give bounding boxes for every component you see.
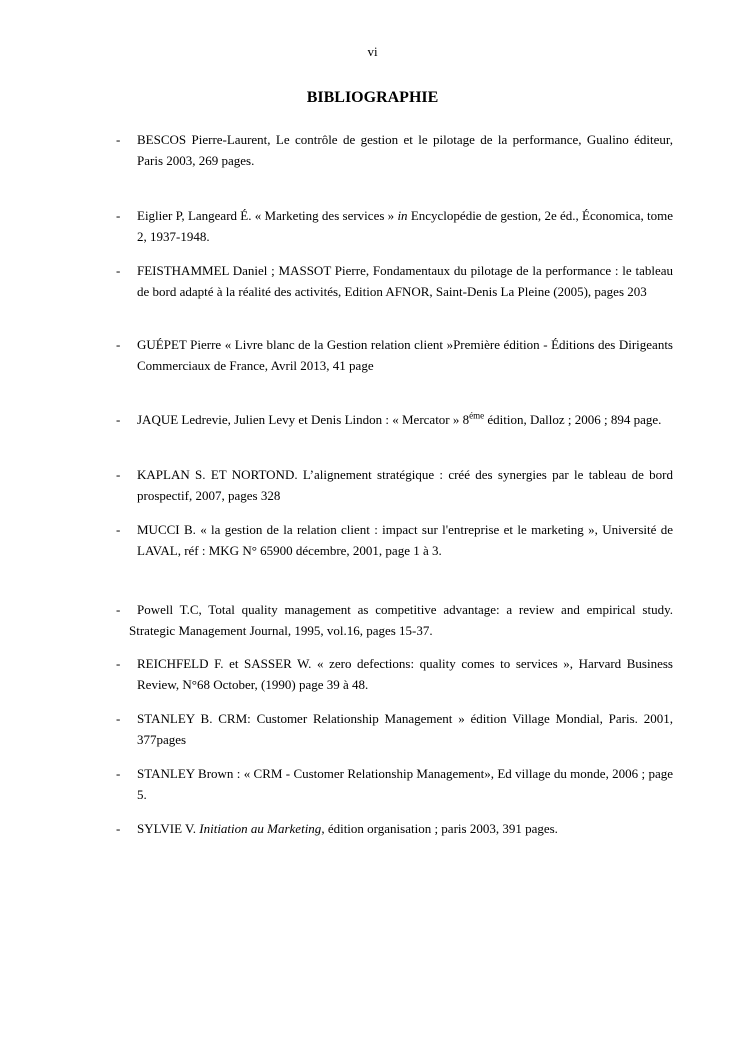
bibliography-entry — [116, 334, 673, 376]
entry-text: FEISTHAMMEL Daniel ; MASSOT Pierre, Fondamentaux du pilotage de la performance : le tableau de bord adapté à la réalité des activités, Edition AFNOR, Saint-Denis La Pleine (2005), pages 203 — [137, 263, 673, 299]
list-dash: - — [116, 602, 121, 617]
bibliography-entry — [116, 260, 673, 302]
list-dash: - — [116, 467, 121, 482]
bibliography-entry — [116, 653, 673, 695]
entry-text: STANLEY Brown : « CRM - Customer Relationship Management», Ed village du monde, 2006 ; page 5. — [137, 766, 673, 802]
entry-text: Eiglier P, Langeard É. « Marketing des services » in Encyclopédie de gestion, 2e éd., Économica, tome 2, 1937-1948. — [137, 208, 673, 244]
bibliography-entry — [116, 599, 673, 641]
page-number: vi — [367, 44, 378, 59]
bibliography-entry — [116, 519, 673, 561]
page-title: BIBLIOGRAPHIE — [306, 89, 439, 106]
bibliography-entry — [116, 409, 673, 430]
entry-text: MUCCI B. « la gestion de la relation client : impact sur l'entreprise et le marketing », Université de LAVAL, réf : MKG N° 65900 décembre, 2001, page 1 à 3. — [137, 522, 673, 558]
entry-text: STANLEY B. CRM: Customer Relationship Management » édition Village Mondial, Paris. 2001, 377pages — [137, 711, 673, 747]
bibliography-entry — [116, 464, 673, 506]
bibliography-entry — [116, 708, 673, 750]
list-dash: - — [116, 656, 121, 671]
entry-text: Powell T.C, Total quality management as competitive advantage: a review and empirical study. Strategic Management Journal, 1995, vol.16, pages 15-37. — [129, 602, 673, 638]
list-dash: - — [116, 208, 121, 223]
entry-text: GUÉPET Pierre « Livre blanc de la Gestion relation client »Première édition - Éditions des Dirigeants Commerciaux de France, Avril 2013, 41 page — [137, 337, 673, 373]
entry-text: SYLVIE V. Initiation au Marketing, édition organisation ; paris 2003, 391 pages. — [137, 821, 558, 836]
bibliography-entry — [116, 763, 673, 805]
list-dash: - — [116, 132, 121, 147]
list-dash: - — [116, 412, 121, 427]
entry-text: KAPLAN S. ET NORTOND. L’alignement stratégique : créé des synergies par le tableau de bord prospectif, 2007, pages 328 — [137, 467, 673, 503]
entry-text: REICHFELD F. et SASSER W. « zero defections: quality comes to services », Harvard Business Review, N°68 October, (1990) page 39 à 48. — [137, 656, 673, 692]
list-dash: - — [116, 711, 121, 726]
list-dash: - — [116, 337, 121, 352]
list-dash: - — [116, 766, 121, 781]
bibliography-entry — [116, 818, 673, 839]
list-dash: - — [116, 821, 121, 836]
list-dash: - — [116, 522, 121, 537]
entry-text: JAQUE Ledrevie, Julien Levy et Denis Lindon : « Mercator » $8^{éme}$ édition, Dalloz ; 2006 ; 894 page. — [137, 410, 662, 427]
bibliography-entry — [116, 129, 673, 171]
list-dash: - — [116, 263, 121, 278]
entry-text: BESCOS Pierre-Laurent, Le contrôle de gestion et le pilotage de la performance, Gualino éditeur, Paris 2003, 269 pages. — [137, 132, 673, 168]
bibliography-entry — [116, 205, 673, 247]
